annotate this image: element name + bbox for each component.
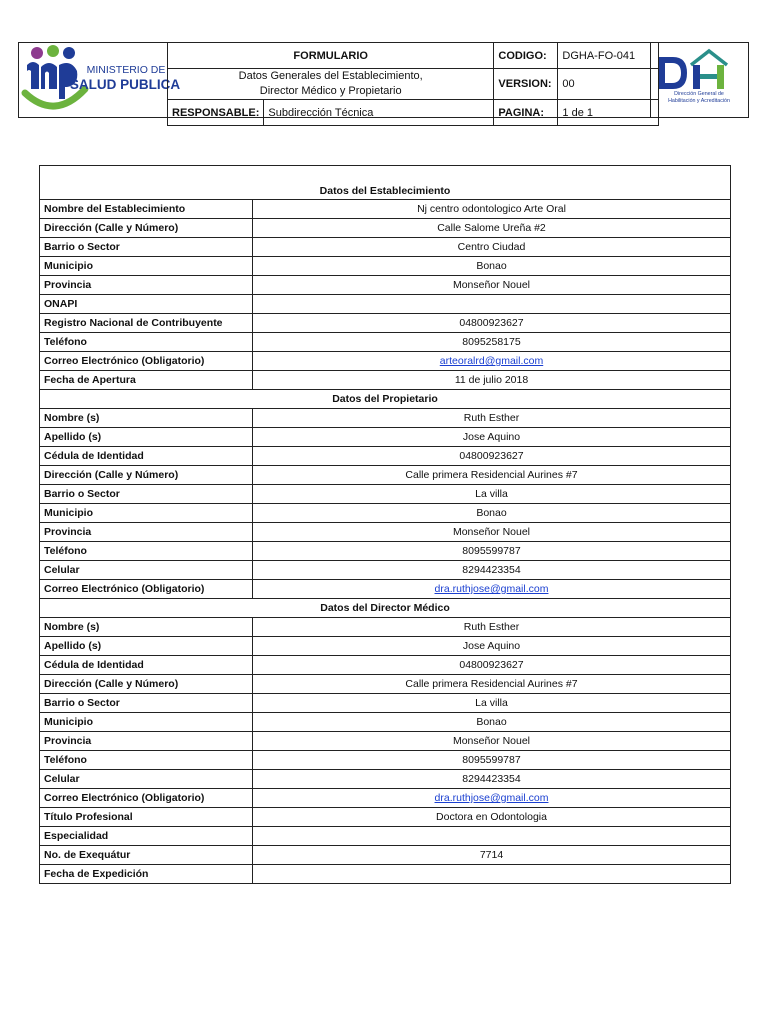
field-label: Nombre (s) bbox=[40, 618, 253, 637]
form-subtitle-line1: Datos Generales del Establecimiento, bbox=[238, 70, 423, 82]
field-label: Fecha de Apertura bbox=[40, 371, 253, 390]
field-value: 8294423354 bbox=[253, 561, 731, 580]
field-label: Provincia bbox=[40, 276, 253, 295]
pagina-label: PAGINA: bbox=[494, 100, 558, 126]
field-label: Celular bbox=[40, 770, 253, 789]
field-label: Municipio bbox=[40, 504, 253, 523]
field-value: Jose Aquino bbox=[253, 428, 731, 447]
form-row bbox=[40, 219, 731, 238]
form-row bbox=[40, 504, 731, 523]
responsable-label: RESPONSABLE: bbox=[168, 100, 264, 126]
field-value: La villa bbox=[253, 485, 731, 504]
section-title: Datos del Director Médico bbox=[40, 599, 731, 618]
section-title: Datos del Propietario bbox=[40, 390, 731, 409]
field-label: Apellido (s) bbox=[40, 428, 253, 447]
field-label: Cédula de Identidad bbox=[40, 656, 253, 675]
field-value: Monseñor Nouel bbox=[253, 276, 731, 295]
field-value: Calle Salome Ureña #2 bbox=[253, 219, 731, 238]
field-value: Doctora en Odontologia bbox=[253, 808, 731, 827]
svg-text:MINISTERIO DE: MINISTERIO DE bbox=[86, 64, 166, 76]
field-value bbox=[253, 827, 731, 846]
field-label: Provincia bbox=[40, 523, 253, 542]
dgha-logo bbox=[650, 43, 748, 117]
email-link[interactable]: arteoralrd@gmail.com bbox=[439, 355, 544, 367]
field-value: Bonao bbox=[253, 504, 731, 523]
field-value bbox=[253, 352, 731, 371]
field-value: 8095599787 bbox=[253, 542, 731, 561]
form-row bbox=[40, 257, 731, 276]
field-value: 8095258175 bbox=[253, 333, 731, 352]
field-label: Celular bbox=[40, 561, 253, 580]
form-row bbox=[40, 371, 731, 390]
form-row bbox=[40, 732, 731, 751]
form-row bbox=[40, 485, 731, 504]
field-label: Nombre (s) bbox=[40, 409, 253, 428]
form-row bbox=[40, 694, 731, 713]
codigo-label: CODIGO: bbox=[494, 43, 558, 69]
svg-text:Habilitación y Acreditación: Habilitación y Acreditación bbox=[668, 98, 730, 104]
form-row bbox=[40, 618, 731, 637]
form-row bbox=[40, 561, 731, 580]
email-link[interactable]: dra.ruthjose@gmail.com bbox=[434, 583, 549, 595]
field-value: Bonao bbox=[253, 257, 731, 276]
field-label: Título Profesional bbox=[40, 808, 253, 827]
form-row bbox=[40, 808, 731, 827]
version-label: VERSION: bbox=[494, 69, 558, 100]
form-body bbox=[40, 166, 731, 884]
form-row bbox=[40, 713, 731, 732]
form-row bbox=[40, 580, 731, 599]
form-row bbox=[40, 846, 731, 865]
field-label: Registro Nacional de Contribuyente bbox=[40, 314, 253, 333]
form-row bbox=[40, 295, 731, 314]
general-data-form-table bbox=[39, 165, 731, 884]
field-value bbox=[253, 865, 731, 884]
field-label: Correo Electrónico (Obligatorio) bbox=[40, 352, 253, 371]
form-row bbox=[40, 200, 731, 219]
field-label: Barrio o Sector bbox=[40, 485, 253, 504]
form-row bbox=[40, 770, 731, 789]
form-row bbox=[40, 751, 731, 770]
field-value: Bonao bbox=[253, 713, 731, 732]
svg-text:SALUD PUBLICA: SALUD PUBLICA bbox=[69, 77, 181, 92]
responsable-value: Subdirección Técnica bbox=[264, 100, 494, 126]
field-label: Nombre del Establecimiento bbox=[40, 200, 253, 219]
field-label: Especialidad bbox=[40, 827, 253, 846]
section-header-row bbox=[40, 166, 731, 200]
form-row bbox=[40, 352, 731, 371]
field-label: Dirección (Calle y Número) bbox=[40, 219, 253, 238]
form-subtitle-line2: Director Médico y Propietario bbox=[259, 85, 402, 97]
field-value bbox=[253, 789, 731, 808]
field-label: No. de Exequátur bbox=[40, 846, 253, 865]
field-value: Centro Ciudad bbox=[253, 238, 731, 257]
field-value: 04800923627 bbox=[253, 314, 731, 333]
field-label: Municipio bbox=[40, 257, 253, 276]
field-label: Barrio o Sector bbox=[40, 694, 253, 713]
msp-logo bbox=[19, 43, 181, 117]
field-value: La villa bbox=[253, 694, 731, 713]
form-row bbox=[40, 656, 731, 675]
field-label: Fecha de Expedición bbox=[40, 865, 253, 884]
field-value: Calle primera Residencial Aurines #7 bbox=[253, 675, 731, 694]
field-value: 7714 bbox=[253, 846, 731, 865]
field-label: Barrio o Sector bbox=[40, 238, 253, 257]
form-row bbox=[40, 314, 731, 333]
form-row bbox=[40, 542, 731, 561]
form-row bbox=[40, 637, 731, 656]
form-row bbox=[40, 409, 731, 428]
field-value: Jose Aquino bbox=[253, 637, 731, 656]
pagina-value: 1 de 1 bbox=[558, 100, 659, 126]
form-row bbox=[40, 276, 731, 295]
form-row bbox=[40, 447, 731, 466]
field-label: Teléfono bbox=[40, 542, 253, 561]
field-value: 11 de julio 2018 bbox=[253, 371, 731, 390]
section-title: Datos del Establecimiento bbox=[40, 166, 731, 200]
form-row bbox=[40, 865, 731, 884]
field-label: Dirección (Calle y Número) bbox=[40, 466, 253, 485]
field-value: 04800923627 bbox=[253, 447, 731, 466]
field-label: Apellido (s) bbox=[40, 637, 253, 656]
version-value: 00 bbox=[558, 69, 659, 100]
field-label: Cédula de Identidad bbox=[40, 447, 253, 466]
field-label: ONAPI bbox=[40, 295, 253, 314]
field-label: Correo Electrónico (Obligatorio) bbox=[40, 580, 253, 599]
field-label: Provincia bbox=[40, 732, 253, 751]
form-row bbox=[40, 466, 731, 485]
form-row bbox=[40, 789, 731, 808]
header-info-table bbox=[167, 42, 659, 126]
field-value bbox=[253, 580, 731, 599]
field-value: 8095599787 bbox=[253, 751, 731, 770]
form-header bbox=[18, 42, 749, 118]
field-label: Correo Electrónico (Obligatorio) bbox=[40, 789, 253, 808]
form-type-label: FORMULARIO bbox=[168, 43, 494, 69]
field-label: Municipio bbox=[40, 713, 253, 732]
form-row bbox=[40, 827, 731, 846]
field-value: Monseñor Nouel bbox=[253, 523, 731, 542]
field-label: Dirección (Calle y Número) bbox=[40, 675, 253, 694]
section-header-row bbox=[40, 390, 731, 409]
field-value: 8294423354 bbox=[253, 770, 731, 789]
field-label: Teléfono bbox=[40, 333, 253, 352]
field-value: Nj centro odontologico Arte Oral bbox=[253, 200, 731, 219]
field-value: Calle primera Residencial Aurines #7 bbox=[253, 466, 731, 485]
field-value: Ruth Esther bbox=[253, 618, 731, 637]
form-row bbox=[40, 333, 731, 352]
form-row bbox=[40, 523, 731, 542]
form-row bbox=[40, 238, 731, 257]
field-value: Monseñor Nouel bbox=[253, 732, 731, 751]
field-label: Teléfono bbox=[40, 751, 253, 770]
form-row bbox=[40, 428, 731, 447]
codigo-value: DGHA-FO-041 bbox=[558, 43, 659, 69]
form-subtitle bbox=[168, 69, 494, 100]
svg-text:Dirección General de: Dirección General de bbox=[674, 91, 724, 97]
email-link[interactable]: dra.ruthjose@gmail.com bbox=[434, 792, 549, 804]
section-header-row bbox=[40, 599, 731, 618]
field-value: Ruth Esther bbox=[253, 409, 731, 428]
field-value bbox=[253, 295, 731, 314]
field-value: 04800923627 bbox=[253, 656, 731, 675]
form-row bbox=[40, 675, 731, 694]
